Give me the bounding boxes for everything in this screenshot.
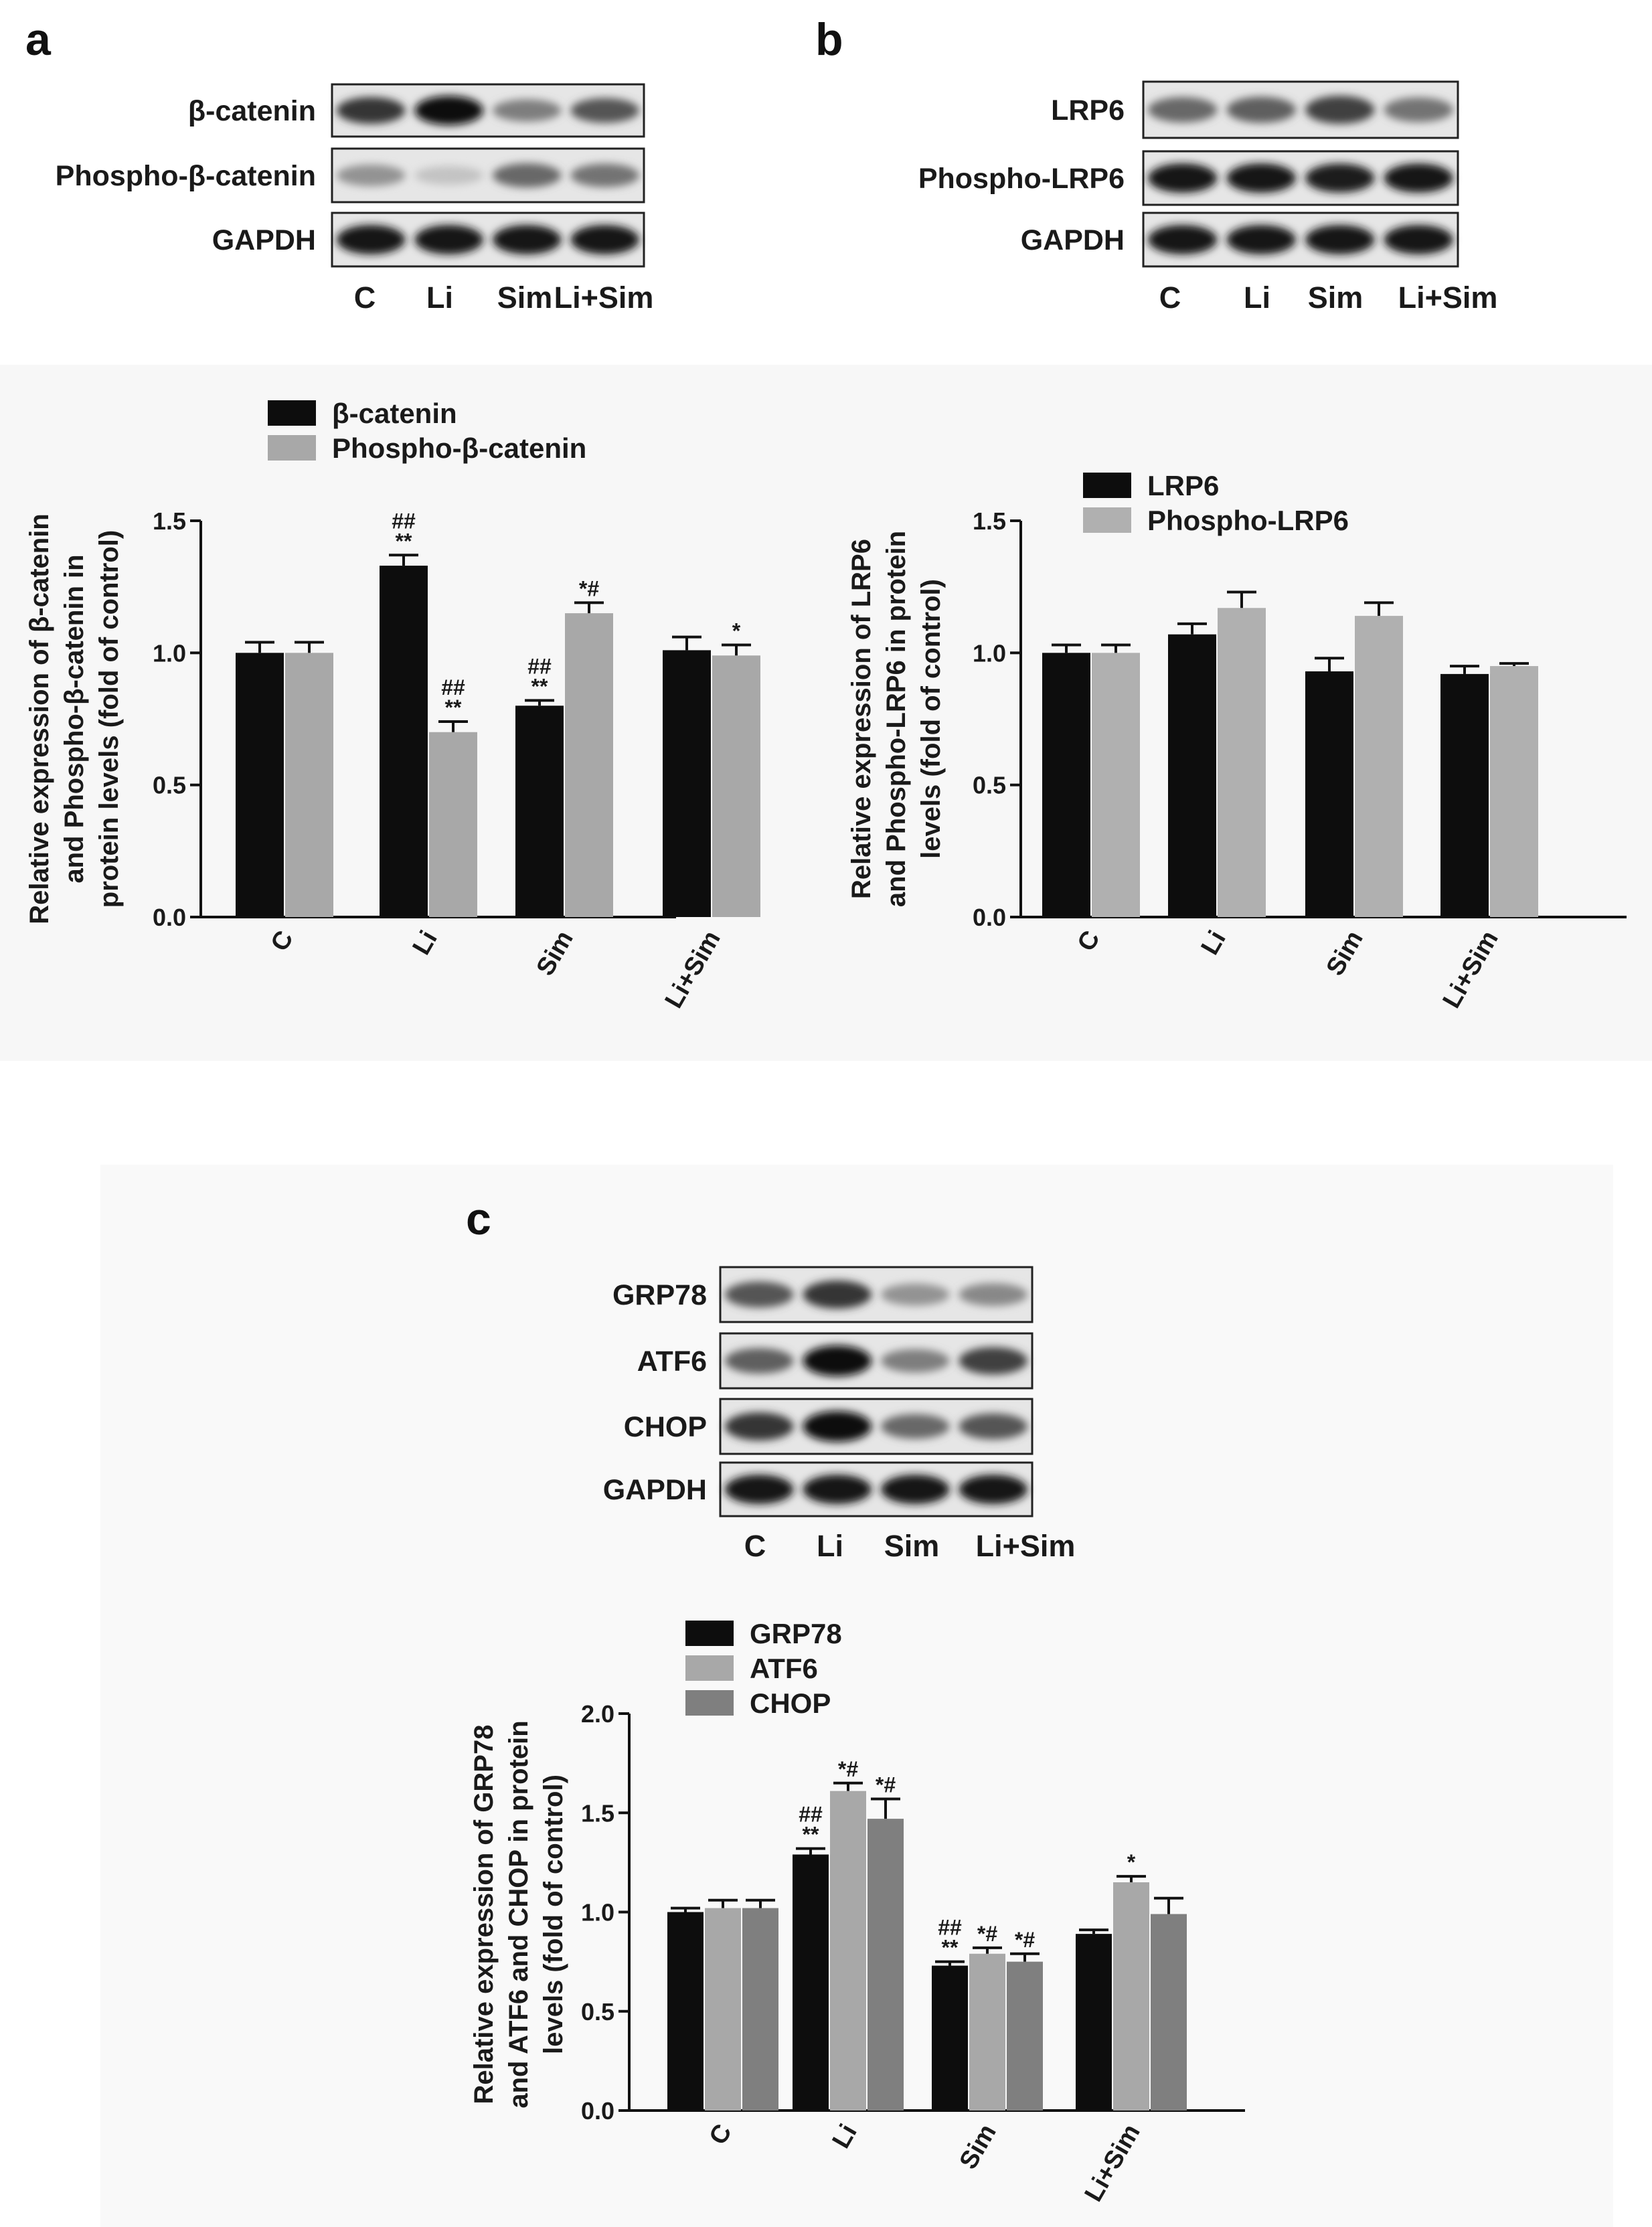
y-tick-label-a-1: 0.5	[152, 771, 186, 799]
y-tick-label-c-2: 1.0	[580, 1898, 614, 1926]
blot-band-lrp6-c	[1148, 97, 1217, 122]
x-category-label-a-li: Li	[407, 926, 443, 960]
legend-label-b-phospho-lrp6: Phospho-LRP6	[1147, 505, 1349, 536]
blot-band-atf6-li	[803, 1345, 872, 1376]
blot-label-catenin: β-catenin	[187, 95, 316, 127]
western-blot-a	[56, 84, 654, 315]
bar-c-atf6-li-sim	[1113, 1882, 1149, 2111]
bar-a-catenin-sim	[515, 706, 564, 917]
lane-label-li-sim: Li+Sim	[554, 280, 654, 315]
significance-c-atf6-li-sim	[1127, 1850, 1136, 1874]
significance-line: ##	[527, 654, 552, 679]
x-category-label-a-sim: Sim	[531, 926, 579, 981]
blot-band-lrp6-li	[1227, 97, 1296, 123]
significance-line: *#	[977, 1921, 998, 1946]
blot-band-gapdh-sim	[493, 225, 562, 254]
y-tick-label-c-0: 0.0	[580, 2097, 614, 2125]
significance-c-atf6-sim	[977, 1922, 997, 1946]
bar-a-catenin-li	[380, 566, 428, 917]
bar-c-chop-c	[742, 1908, 778, 2111]
lane-label-c: C	[353, 280, 376, 315]
y-axis-label-c-line-0: Relative expression of GRP78	[469, 1724, 499, 2105]
lane-label-li-sim: Li+Sim	[1398, 280, 1498, 315]
y-axis-label-a-line-1: and Phospho-β-catenin in	[60, 554, 89, 884]
panel-label-a: a	[25, 14, 51, 65]
blot-band-gapdh-c	[1148, 225, 1217, 254]
significance-line: ##	[799, 1802, 823, 1827]
legend-label-c-atf6: ATF6	[750, 1653, 818, 1684]
blot-band-lrp6-li-sim	[1384, 98, 1453, 122]
blot-band-catenin-li-sim	[570, 98, 639, 122]
blot-label-phospho-lrp6: Phospho-LRP6	[918, 163, 1125, 195]
y-tick-label-c-1: 0.5	[580, 1997, 614, 2026]
blot-band-gapdh-li-sim	[959, 1475, 1027, 1504]
bar-c-chop-li-sim	[1151, 1914, 1187, 2111]
panel-label-b: b	[815, 14, 843, 65]
bar-b-lrp6-sim	[1305, 671, 1353, 917]
blot-band-phospho-lrp6-c	[1148, 163, 1217, 193]
blot-band-phospho-lrp6-sim	[1305, 163, 1374, 192]
significance-line: **	[802, 1822, 819, 1847]
legend-label-c-chop: CHOP	[750, 1687, 831, 1719]
bar-a-phospho-catenin-li-sim	[712, 655, 760, 917]
blot-band-atf6-li-sim	[959, 1347, 1027, 1375]
blot-band-gapdh-li	[414, 225, 483, 254]
significance-a-phospho-catenin-sim	[579, 576, 599, 600]
y-axis-label-a-line-2: protein levels (fold of control)	[94, 529, 124, 908]
y-axis-label-b-line-0: Relative expression of LRP6	[847, 539, 876, 899]
bar-b-phospho-lrp6-li-sim	[1490, 666, 1538, 917]
x-category-label-b-li: Li	[1195, 926, 1232, 960]
legend-swatch-b-lrp6	[1083, 473, 1131, 498]
significance-a-phospho-catenin-li-sim	[732, 618, 741, 643]
significance-line: **	[395, 529, 412, 554]
significance-line: *#	[578, 576, 600, 601]
bar-c-chop-li	[868, 1819, 904, 2111]
bar-c-chop-sim	[1007, 1962, 1043, 2111]
legend-label-b-lrp6: LRP6	[1147, 470, 1220, 501]
western-blot-b	[918, 82, 1498, 315]
bar-a-phospho-catenin-sim	[565, 613, 613, 917]
significance-line: ##	[441, 675, 465, 699]
bar-b-phospho-lrp6-c	[1092, 653, 1140, 917]
bar-a-phospho-catenin-li	[429, 732, 477, 917]
blot-band-phospho-catenin-c	[337, 165, 406, 186]
blot-label-atf6: ATF6	[637, 1345, 707, 1378]
bar-c-grp78-li-sim	[1076, 1934, 1112, 2111]
bar-c-grp78-c	[667, 1912, 704, 2111]
bar-c-grp78-sim	[932, 1966, 968, 2111]
bar-b-phospho-lrp6-sim	[1355, 616, 1403, 917]
lane-label-li-sim: Li+Sim	[975, 1529, 1076, 1563]
blot-band-gapdh-c	[725, 1475, 794, 1504]
legend-label-a-catenin: β-catenin	[332, 398, 457, 429]
bar-a-catenin-c	[236, 653, 284, 917]
lane-label-sim: Sim	[1307, 280, 1364, 315]
blot-band-grp78-li	[803, 1281, 872, 1309]
bar-a-phospho-catenin-c	[285, 653, 333, 917]
blot-band-gapdh-li-sim	[1384, 225, 1453, 254]
bar-c-atf6-li	[830, 1791, 866, 2111]
lane-label-li: Li	[426, 280, 453, 315]
bar-b-lrp6-c	[1042, 653, 1090, 917]
bar-c-grp78-li	[793, 1855, 829, 2111]
blot-label-gapdh: GAPDH	[212, 224, 316, 256]
legend-swatch-c-atf6	[685, 1655, 734, 1681]
x-category-label-a-li-sim: Li+Sim	[659, 926, 726, 1013]
blot-band-chop-c	[725, 1412, 794, 1440]
blot-band-gapdh-sim	[1305, 225, 1374, 254]
y-tick-label-c-3: 1.5	[580, 1799, 614, 1827]
significance-line: *#	[1014, 1927, 1036, 1952]
blot-label-gapdh: GAPDH	[1020, 224, 1125, 256]
bar-c-atf6-c	[705, 1908, 741, 2111]
blot-band-gapdh-li-sim	[570, 225, 639, 254]
blot-band-chop-sim	[881, 1414, 950, 1438]
blot-band-phospho-catenin-li	[414, 166, 483, 185]
blot-band-grp78-li-sim	[959, 1283, 1027, 1306]
y-axis-label-b-line-1: and Phospho-LRP6 in protein	[882, 530, 911, 908]
lane-label-li: Li	[1244, 280, 1270, 315]
legend-swatch-a-phospho-catenin	[268, 435, 316, 461]
bar-b-lrp6-li	[1168, 635, 1216, 917]
significance-c-chop-sim	[1015, 1928, 1035, 1952]
significance-line: ##	[392, 509, 416, 533]
x-category-label-c-sim: Sim	[954, 2119, 1002, 2174]
bar-c-atf6-sim	[969, 1954, 1005, 2111]
blot-band-phospho-catenin-li-sim	[570, 163, 639, 187]
blot-band-catenin-sim	[493, 99, 562, 121]
blot-label-phospho-catenin: Phospho-β-catenin	[55, 160, 316, 192]
blot-band-grp78-sim	[881, 1283, 950, 1305]
y-tick-label-c-4: 2.0	[580, 1700, 614, 1728]
x-category-label-c-c: C	[704, 2119, 738, 2150]
blot-band-atf6-c	[725, 1348, 794, 1374]
y-tick-label-a-0: 0.0	[152, 904, 186, 931]
panel-label-c: c	[466, 1193, 491, 1244]
lane-label-c: C	[1159, 280, 1181, 315]
significance-c-atf6-li	[838, 1757, 858, 1781]
significance-line: *	[1127, 1850, 1136, 1875]
blot-band-catenin-li	[414, 96, 483, 125]
blot-label-grp78: GRP78	[612, 1279, 707, 1311]
y-axis-label-a-line-0: Relative expression of β-catenin	[25, 513, 54, 924]
legend-swatch-c-chop	[685, 1690, 734, 1716]
x-category-label-b-c: C	[1072, 926, 1106, 957]
lane-label-sim: Sim	[497, 280, 553, 315]
y-axis-label-c-line-2: levels (fold of control)	[539, 1775, 568, 2054]
blot-band-chop-li-sim	[959, 1413, 1027, 1439]
lane-label-sim: Sim	[884, 1529, 940, 1563]
blot-band-phospho-catenin-sim	[493, 163, 562, 187]
blot-band-chop-li	[803, 1411, 872, 1442]
blot-band-gapdh-sim	[881, 1475, 950, 1504]
blot-band-gapdh-li	[803, 1475, 872, 1504]
y-axis-label-c-line-1: and ATF6 and CHOP in protein	[504, 1720, 533, 2109]
blot-band-grp78-c	[725, 1281, 794, 1307]
legend-swatch-b-phospho-lrp6	[1083, 507, 1131, 533]
significance-line: **	[444, 695, 462, 720]
blot-label-gapdh: GAPDH	[602, 1474, 707, 1506]
bar-b-phospho-lrp6-li	[1218, 608, 1266, 917]
legend-swatch-c-grp78	[685, 1621, 734, 1646]
significance-line: ##	[938, 1915, 962, 1940]
blot-band-phospho-lrp6-li-sim	[1384, 163, 1453, 192]
blot-band-lrp6-sim	[1305, 96, 1374, 124]
y-axis-label-b-line-2: levels (fold of control)	[916, 579, 946, 859]
significance-line: *	[732, 618, 741, 643]
significance-line: *#	[837, 1756, 859, 1781]
x-category-label-b-li-sim: Li+Sim	[1437, 926, 1504, 1013]
x-category-label-b-sim: Sim	[1321, 926, 1369, 981]
y-tick-label-a-3: 1.5	[152, 507, 186, 535]
y-tick-label-a-2: 1.0	[152, 639, 186, 667]
blot-band-phospho-lrp6-li	[1227, 163, 1296, 193]
bar-b-lrp6-li-sim	[1440, 674, 1489, 917]
y-tick-label-b-1: 0.5	[972, 771, 1006, 799]
legend-swatch-a-catenin	[268, 400, 316, 426]
significance-line: *#	[875, 1772, 896, 1797]
lane-label-c: C	[744, 1529, 766, 1563]
significance-c-chop-li	[876, 1772, 896, 1797]
y-tick-label-b-3: 1.5	[972, 507, 1006, 535]
lane-label-li: Li	[817, 1529, 843, 1563]
y-tick-label-b-2: 1.0	[972, 639, 1006, 667]
blot-band-catenin-c	[337, 97, 406, 124]
x-category-label-c-li-sim: Li+Sim	[1079, 2119, 1146, 2207]
x-category-label-c-li: Li	[827, 2119, 863, 2153]
blot-label-chop: CHOP	[623, 1411, 707, 1443]
blot-label-lrp6: LRP6	[1051, 94, 1125, 127]
y-tick-label-b-0: 0.0	[972, 904, 1006, 931]
bar-a-catenin-li-sim	[663, 650, 711, 917]
legend-label-a-phospho-catenin: Phospho-β-catenin	[332, 432, 587, 464]
significance-line: **	[941, 1935, 959, 1960]
significance-line: **	[531, 674, 548, 699]
blot-band-gapdh-c	[337, 225, 406, 254]
legend-label-c-grp78: GRP78	[750, 1618, 842, 1649]
blot-band-gapdh-li	[1227, 225, 1296, 254]
blot-band-atf6-sim	[881, 1349, 950, 1372]
x-category-label-a-c: C	[265, 926, 299, 957]
